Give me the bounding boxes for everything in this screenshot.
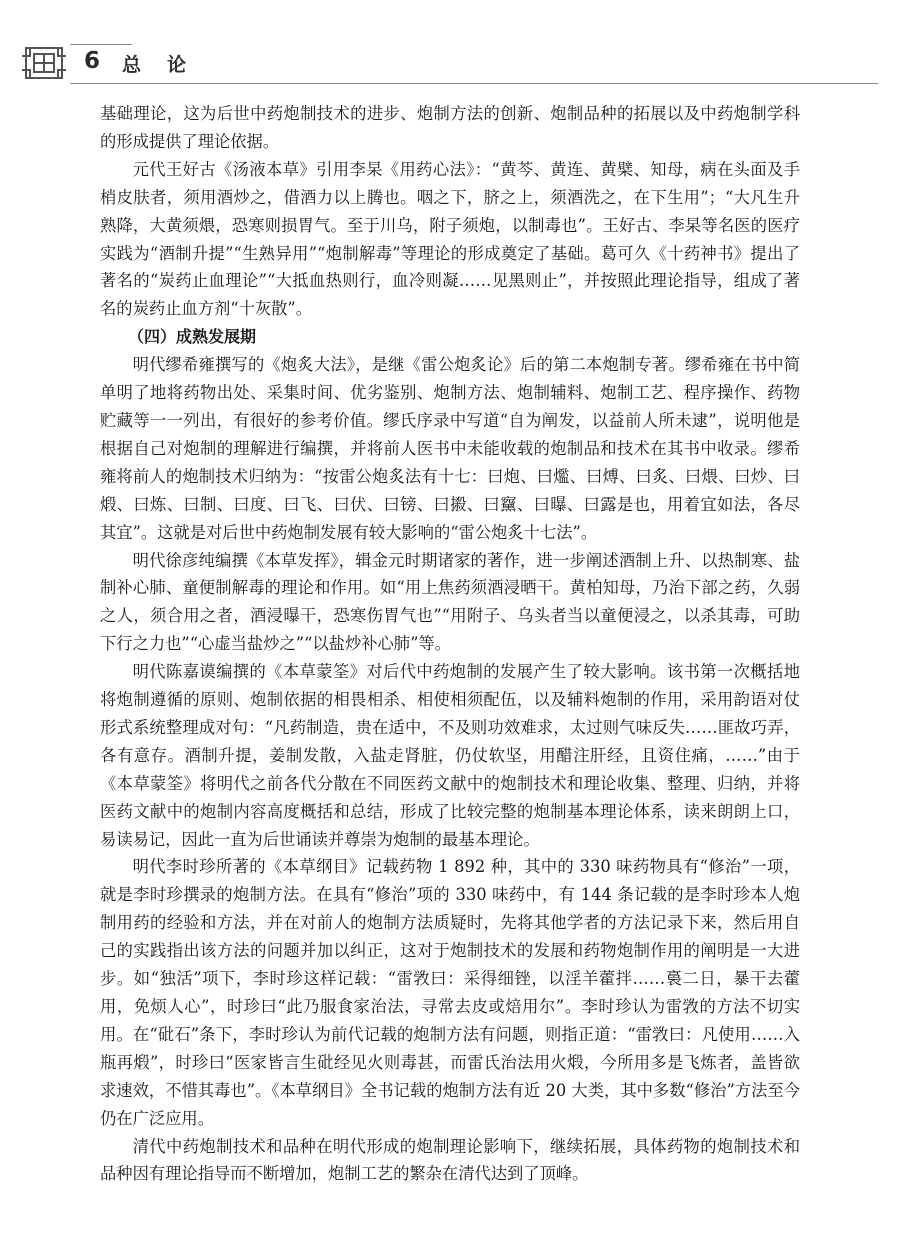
chapter-title: 总论 [122, 54, 213, 76]
paragraph-yuan-dynasty: 元代王好古《汤液本草》引用李杲《用药心法》：“黄芩、黄连、黄檗、知母，病在头面及手梢皮肤者，须用酒炒之，借酒力以上腾也。咽之下，脐之上，须酒洗之，在下生用”；“大凡生升熟降，大黄须煨，恐寒则损胃气。至于川乌，附子须炮，以制毒也”。王好古、李杲等名医的医疗实践为“酒制升提”“生熟异用”“炮制解毒”等理论的形成奠定了基础。葛可久《十药神书》提出了著名的“炭药止血理论”“大抵血热则行，血冷则凝……见黑则止”，并按照此理论指导，组成了著名的炭药止血方剂“十灰散”。 [100, 159, 800, 319]
header-top-rule [70, 44, 132, 45]
paragraph-bencao-gangmu: 明代李时珍所著的《本草纲目》记载药物 1 892 种，其中的 330 味药物具有“修治”一项，就是李时珍撰录的炮制方法。在具有“修治”项的 330 味药中，有 144 条记载的是李时珍本人炮制用药的经验和方法，并在对前人的炮制方法质疑时，先将其他学者的方法记录下来，然后用自己的实践指出该方法的问题并加以纠正，这对于炮制技术的发展和药物炮制作用的阐明是一大进步。如“独活”项下，李时珍这样记载：“雷敩曰：采得细锉，以淫羊藿拌……裛二日，暴干去藿用，免烦人心”，时珍曰“此乃服食家治法，寻常去皮或焙用尔”。李时珍认为雷敩的方法不切实用。在“砒石”条下，李时珍认为前代记载的炮制方法有问题，则指正道：“雷敩曰：凡使用……入瓶再煅”，时珍曰“医家皆言生砒经见火则毒甚，而雷氏治法用火煅，今所用多是飞炼者，盖皆欲求速效，不惜其毒也”。《本草纲目》全书记载的炮制方法有近 20 大类，其中多数“修治”方法至今仍在广泛应用。 [100, 857, 800, 1128]
paragraph-continuation: 基础理论，这为后世中药炮制技术的进步、炮制方法的创新、炮制品种的拓展以及中药炮制学科的形成提供了理论依据。 [100, 104, 800, 151]
header-rule [70, 83, 878, 84]
paragraph-bencao-fahui: 明代徐彦纯编撰《本草发挥》，辑金元时期诸家的著作，进一步阐述酒制上升、以热制寒、盐制补心肺、童便制解毒的理论和作用。如“用上焦药须酒浸晒干。黄柏知母，乃治下部之药，久弱之人，须合用之者，酒浸曝干，恐寒伤胃气也”“用附子、乌头者当以童便浸之，以杀其毒，可助下行之力也”“心虚当盐炒之”“以盐炒补心肺”等。 [100, 550, 800, 654]
page-number: 6 [84, 48, 101, 74]
paragraph-paozhi-dafa: 明代缪希雍撰写的《炮炙大法》，是继《雷公炮炙论》后的第二本炮制专著。缪希雍在书中简单明了地将药物出处、采集时间、优劣鉴别、炮制方法、炮制辅料、炮制工艺、程序操作、药物贮藏等一一列出，有很好的参考价值。缪氏序录中写道“自为阐发，以益前人所未逮”，说明他是根据自己对炮制的理解进行编撰，并将前人医书中未能收载的炮制品和技术在其书中收录。缪希雍将前人的炮制技术归纳为：“按雷公炮炙法有十七：曰炮、曰爁、曰煿、曰炙、曰煨、曰炒、曰煅、曰炼、曰制、曰度、曰飞、曰伏、曰镑、曰摋、曰䵫、曰曝、曰露是也，用着宜如法，各尽其宜”。这就是对后世中药炮制发展有较大影响的“雷公炮炙十七法”。 [100, 355, 800, 542]
paragraph-bencao-mengquan: 明代陈嘉谟编撰的《本草蒙筌》对后代中药炮制的发展产生了较大影响。该书第一次概括地将炮制遵循的原则、炮制依据的相畏相杀、相使相须配伍，以及辅料炮制的作用，采用韵语对仗形式系统整理成对句：“凡药制造，贵在适中，不及则功效难求，太过则气味反失……匪故巧弄，各有意存。酒制升提，姜制发散，入盐走肾脏，仍仗软坚，用醋注肝经，且资住痛，……”由于《本草蒙筌》将明代之前各代分散在不同医药文献中的炮制技术和理论收集、整理、归纳，并将医药文献中的炮制内容高度概括和总结，形成了比较完整的炮制基本理论体系，读来朗朗上口，易读易记，因此一直为后世诵读并尊崇为炮制的最基本理论。 [100, 662, 800, 849]
section-heading: （四）成熟发展期 [128, 327, 257, 347]
paragraph-qing-dynasty: 清代中药炮制技术和品种在明代形成的炮制理论影响下，继续拓展，具体药物的炮制技术和品种因有理论指导而不断增加，炮制工艺的繁杂在清代达到了顶峰。 [100, 1136, 800, 1184]
body-text [100, 100, 800, 1188]
lattice-ornament-icon [20, 42, 68, 84]
page-header [0, 40, 900, 90]
